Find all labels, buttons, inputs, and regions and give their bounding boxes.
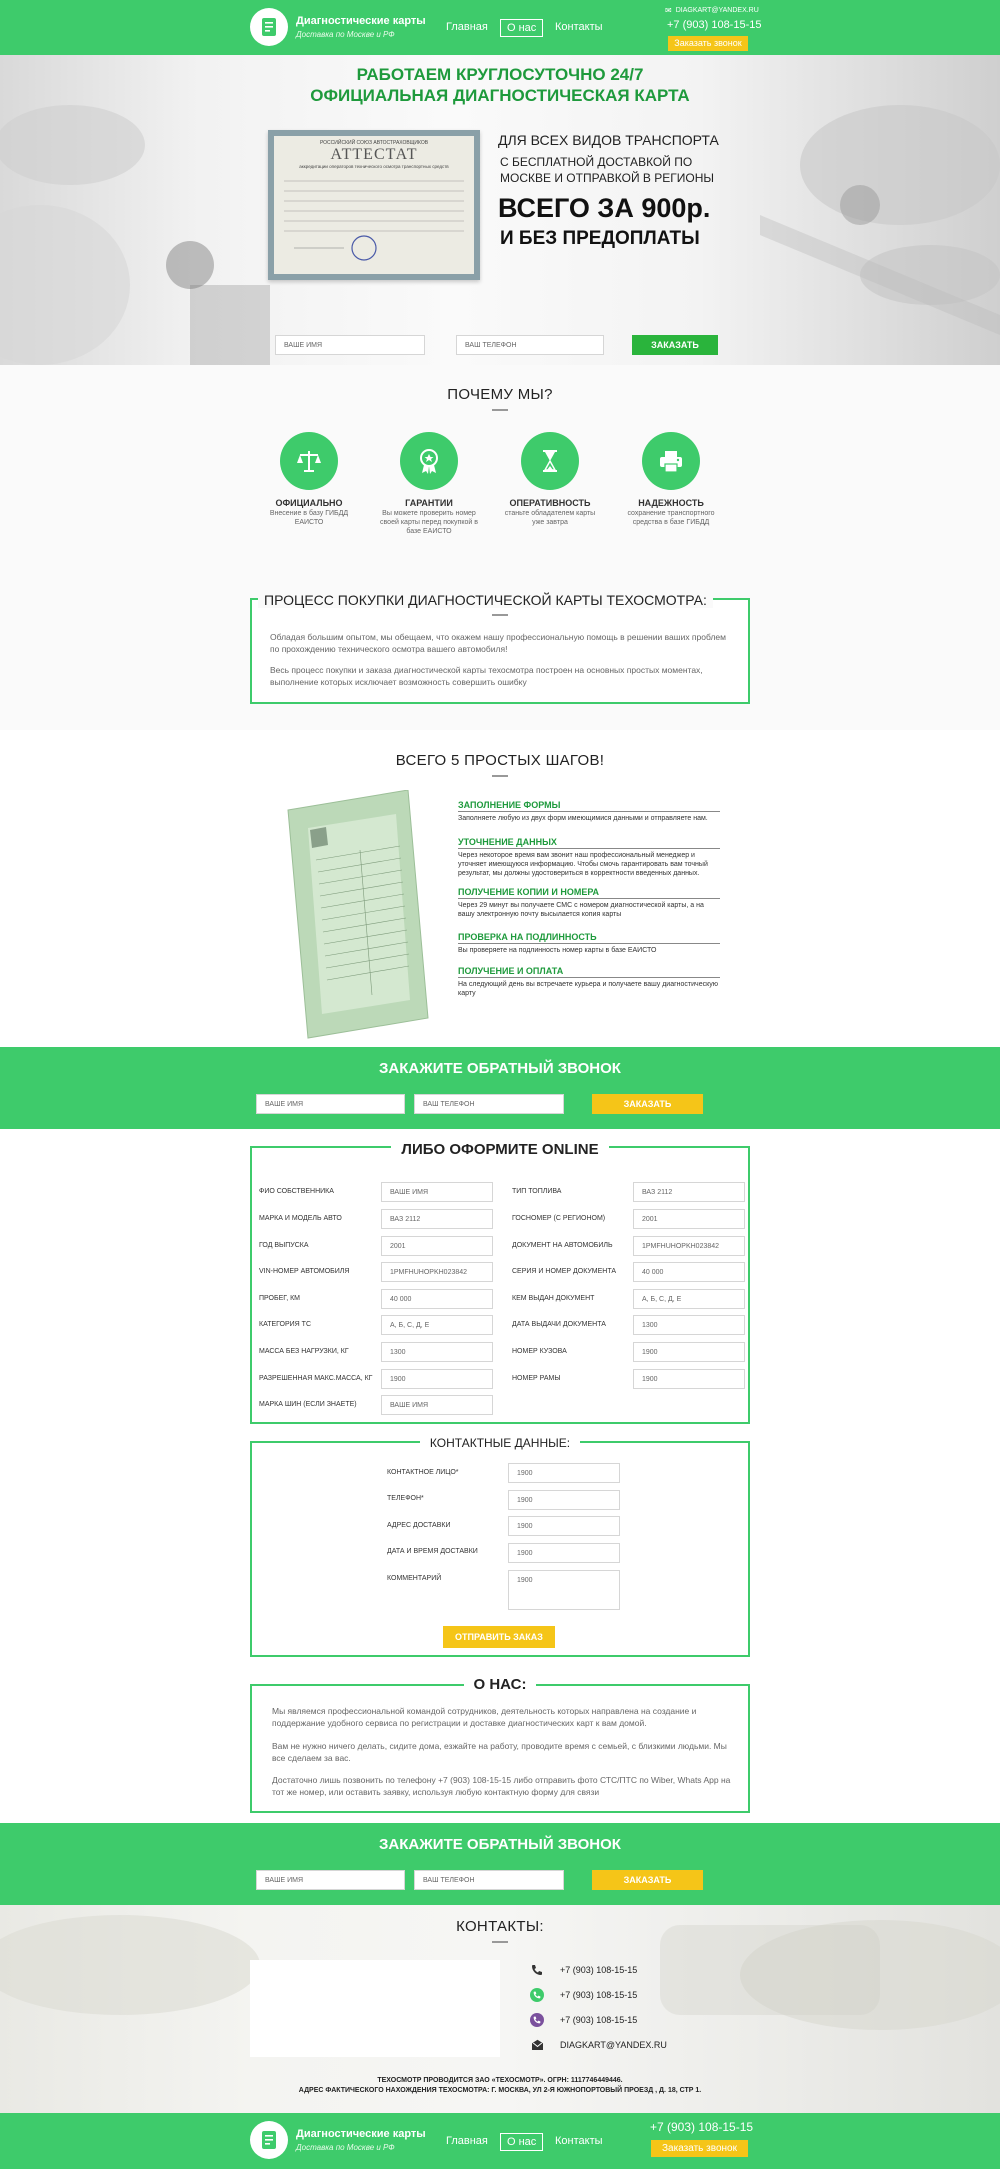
doc-number-input[interactable]: 40 000 (633, 1262, 745, 1282)
online-title-wrap (0, 1141, 1000, 1159)
callback-name-input-2[interactable]: ВАШЕ ИМЯ (256, 1870, 405, 1890)
about-title-wrap (0, 1676, 1000, 1694)
field-label: ПРОБЕГ, КМ (259, 1295, 300, 1302)
about-text-1: Мы являемся профессиональной командой сотрудников, деятельность которых направлена на создание и поддержание удобного сервиса по регистрации и доставке диагностических карт к вам домой. (272, 1706, 697, 1728)
call-button[interactable]: Заказать звонок (668, 36, 748, 51)
callback-phone-input-2[interactable]: ВАШ ТЕЛЕФОН (414, 1870, 564, 1890)
contact-data-title-wrap (0, 1434, 1000, 1452)
cert-sub: аккредитации операторов технического осмотра транспортных средств (299, 164, 449, 169)
site-title[interactable]: Диагностические карты (296, 15, 426, 27)
step-text: Заполняете любую из двух форм имеющимися данными и отправляете нам. (458, 815, 708, 822)
logo-icon[interactable] (250, 8, 288, 46)
issued-by-input[interactable]: А, Б, С, Д, Е (633, 1289, 745, 1309)
nav-about[interactable]: О нас (500, 19, 543, 37)
mass-input[interactable]: 1300 (381, 1342, 493, 1362)
cert-title: АТТЕСТАТ (330, 146, 418, 163)
step-title: ПРОВЕРКА НА ПОДЛИННОСТЬ (458, 932, 597, 942)
contact-email[interactable]: DIAGKART@YANDEX.RU (560, 2040, 667, 2050)
hero (0, 55, 1000, 365)
max-mass-input[interactable]: 1900 (381, 1369, 493, 1389)
comment-textarea[interactable]: 1900 (508, 1570, 620, 1610)
field-label: АДРЕС ДОСТАВКИ (387, 1522, 451, 1529)
footer-nav-about[interactable]: О нас (500, 2133, 543, 2151)
callback-title: ЗАКАЖИТЕ ОБРАТНЫЙ ЗВОНОК (379, 1060, 621, 1077)
callback-order-button-2[interactable]: ЗАКАЗАТЬ (592, 1870, 703, 1890)
step-title: УТОЧНЕНИЕ ДАННЫХ (458, 837, 557, 847)
contact-data-title: КОНТАКТНЫЕ ДАННЫЕ: (420, 1436, 580, 1450)
hero-delivery-1: С БЕСПЛАТНОЙ ДОСТАВКОЙ ПО (500, 155, 693, 169)
printer-icon (642, 432, 700, 490)
mail-icon (530, 2038, 544, 2052)
issue-date-input[interactable]: 1300 (633, 1315, 745, 1335)
mileage-input[interactable]: 40 000 (381, 1289, 493, 1309)
cert-org: РОССИЙСКИЙ СОЮЗ АВТОСТРАХОВЩИКОВ (319, 140, 429, 146)
hero-phone-input[interactable]: ВАШ ТЕЛЕФОН (456, 335, 604, 355)
why-item-title: ГАРАНТИИ (405, 498, 453, 508)
field-label: КАТЕГОРИЯ ТС (259, 1321, 312, 1328)
award-icon (400, 432, 458, 490)
vin-input[interactable]: 1PMFHUHOPKH023842 (381, 1262, 493, 1282)
hero-headline-1: РАБОТАЕМ КРУГЛОСУТОЧНО 24/7 (356, 65, 644, 84)
why-divider (492, 409, 508, 411)
body-number-input[interactable]: 1900 (633, 1342, 745, 1362)
tires-input[interactable]: ВАШЕ ИМЯ (381, 1395, 493, 1415)
site-subtitle: Доставка по Москве и РФ (296, 30, 395, 39)
hourglass-icon (521, 432, 579, 490)
hero-price: ВСЕГО ЗА 900р. (498, 193, 711, 223)
step-divider (458, 943, 720, 944)
field-label: НОМЕР КУЗОВА (512, 1348, 567, 1355)
car-model-input[interactable]: ВАЗ 2112 (381, 1209, 493, 1229)
callback-title-2: ЗАКАЖИТЕ ОБРАТНЫЙ ЗВОНОК (379, 1836, 621, 1853)
why-item-text: Внесение в базу ГИБДД ЕАИСТО (269, 510, 349, 526)
process-text-2: Весь процесс покупки и заказа диагностической карты техосмотра построен на основных простых моментах, выполнение которых исключает возможность совершить ошибку (270, 665, 703, 687)
certificate-image (268, 130, 480, 280)
footer-site-title[interactable]: Диагностические карты (296, 2128, 426, 2140)
step-title: ПОЛУЧЕНИЕ КОПИИ И НОМЕРА (458, 887, 600, 897)
steps-divider (492, 775, 508, 777)
step-title: ЗАПОЛНЕНИЕ ФОРМЫ (458, 800, 561, 810)
delivery-datetime-input[interactable]: 1900 (508, 1543, 620, 1563)
field-label: КОНТАКТНОЕ ЛИЦО* (387, 1469, 459, 1476)
step-title: ПОЛУЧЕНИЕ И ОПЛАТА (458, 966, 564, 976)
viber-icon[interactable] (530, 2013, 544, 2027)
why-title: ПОЧЕМУ МЫ? (447, 386, 553, 403)
step-divider (458, 811, 720, 812)
online-title: ЛИБО ОФОРМИТЕ ONLINE (391, 1141, 608, 1158)
nav-contacts[interactable]: Контакты (555, 21, 603, 33)
hero-no-prepay: И БЕЗ ПРЕДОПЛАТЫ (500, 228, 700, 249)
field-label: МАРКА ШИН (ЕСЛИ ЗНАЕТЕ) (259, 1401, 357, 1408)
frame-number-input[interactable]: 1900 (633, 1369, 745, 1389)
hero-delivery-2: МОСКВЕ И ОТПРАВКОЙ В РЕГИОНЫ (500, 171, 715, 185)
callback-name-input[interactable]: ВАШЕ ИМЯ (256, 1094, 405, 1114)
hero-name-input[interactable]: ВАШЕ ИМЯ (275, 335, 425, 355)
step-divider (458, 977, 720, 978)
contact-phone[interactable]: +7 (903) 108-15-15 (560, 1965, 638, 1975)
scales-icon (280, 432, 338, 490)
field-label: ДОКУМЕНТ НА АВТОМОБИЛЬ (512, 1242, 613, 1249)
step-divider (458, 848, 720, 849)
why-item-text: сохранение транспортного средства в базе ГИБДД (627, 510, 715, 526)
whatsapp-icon[interactable] (530, 1988, 544, 2002)
about-text-3: Достаточно лишь позвонить по телефону +7 (903) 108-15-15 либо отправить фото СТС/ПТС по Wiber, Whats App на тот же номер, или оставить заявку, используя любую контактную форму для связи (272, 1775, 731, 1797)
contacts-divider (492, 1941, 508, 1943)
year-input[interactable]: 2001 (381, 1236, 493, 1256)
steps-title: ВСЕГО 5 ПРОСТЫХ ШАГОВ! (395, 752, 605, 769)
about-text-2: Вам не нужно ничего делать, сидите дома, езжайте на работу, проводите время с семьей, с близкими людьми. Мы все сделаем за вас. (272, 1741, 727, 1763)
field-label: СЕРИЯ И НОМЕР ДОКУМЕНТА (512, 1268, 617, 1275)
address-input[interactable]: 1900 (508, 1516, 620, 1536)
process-title: ПРОЦЕСС ПОКУПКИ ДИАГНОСТИЧЕСКОЙ КАРТЫ ТЕХОСМОТРА: (258, 592, 713, 608)
about-title: О НАС: (464, 1676, 537, 1693)
callback-phone-input[interactable]: ВАШ ТЕЛЕФОН (414, 1094, 564, 1114)
field-label: МАРКА И МОДЕЛЬ АВТО (259, 1215, 342, 1222)
legal-info-1: ТЕХОСМОТР ПРОВОДИТСЯ ЗАО «ТЕХОСМОТР». ОГРН: 1117746449446. (377, 2077, 623, 2084)
step-text: Вы проверяете на подлинность номер карты в базе ЕАИСТО (458, 947, 657, 954)
footer-nav-contacts[interactable]: Контакты (555, 2135, 603, 2147)
footer-phone[interactable]: +7 (903) 108-15-15 (650, 2120, 754, 2134)
submit-order-button[interactable]: ОТПРАВИТЬ ЗАКАЗ (443, 1626, 555, 1648)
field-label: ТЕЛЕФОН* (387, 1495, 424, 1502)
callback-order-button[interactable]: ЗАКАЗАТЬ (592, 1094, 703, 1114)
footer-nav-home[interactable]: Главная (446, 2135, 488, 2147)
field-label: КЕМ ВЫДАН ДОКУМЕНТ (512, 1295, 595, 1302)
why-item-title: ОФИЦИАЛЬНО (275, 498, 343, 508)
field-label: РАЗРЕШЕННАЯ МАКС.МАССА, КГ (259, 1375, 373, 1382)
field-label: ФИО СОБСТВЕННИКА (259, 1188, 334, 1195)
footer-site-subtitle: Доставка по Москве и РФ (296, 2143, 395, 2152)
document-input[interactable]: 1PMFHUHOPKH023842 (633, 1236, 745, 1256)
field-label: КОММЕНТАРИЙ (387, 1575, 442, 1582)
hero-transport: ДЛЯ ВСЕХ ВИДОВ ТРАНСПОРТА (498, 132, 719, 148)
step-text: Через 29 минут вы получаете СМС с номером диагностической карты, а на вашу электронную почту высылается копия карты (458, 902, 704, 919)
why-item-title: ОПЕРАТИВНОСТЬ (509, 498, 591, 508)
phone-icon (530, 1963, 544, 1977)
contacts-title: КОНТАКТЫ: (456, 1918, 544, 1935)
why-item-text: Вы можете проверить номер своей карты перед покупкой в базе ЕАИСТО (380, 510, 478, 535)
step-divider (458, 898, 720, 899)
field-label: ДАТА И ВРЕМЯ ДОСТАВКИ (387, 1548, 478, 1555)
step-text: На следующий день вы встречаете курьера и получаете вашу диагностическую карту (458, 981, 718, 998)
why-item-text: станьте обладателем карты уже завтра (504, 510, 596, 526)
hero-headline-2: ОФИЦИАЛЬНАЯ ДИАГНОСТИЧЕСКАЯ КАРТА (310, 86, 690, 105)
footer-logo-icon[interactable] (250, 2121, 288, 2159)
diagnostic-card-image (280, 790, 430, 1040)
phone-input[interactable]: 1900 (508, 1490, 620, 1510)
field-label: НОМЕР РАМЫ (512, 1375, 561, 1382)
category-input[interactable]: А, Б, С, Д, Е (381, 1315, 493, 1335)
field-label: ГОСНОМЕР (С РЕГИОНОМ) (512, 1215, 606, 1222)
mail-icon: ✉ (665, 6, 672, 15)
nav-home[interactable]: Главная (446, 21, 488, 33)
contact-data-form (250, 1441, 750, 1657)
contact-viber[interactable]: +7 (903) 108-15-15 (560, 2015, 638, 2025)
header-phone[interactable]: +7 (903) 108-15-15 (667, 19, 762, 31)
contact-person-input[interactable]: 1900 (508, 1463, 620, 1483)
process-divider (492, 614, 508, 616)
field-label: VIN-НОМЕР АВТОМОБИЛЯ (259, 1268, 350, 1275)
field-label: ГОД ВЫПУСКА (259, 1242, 309, 1249)
step-text: Через некоторое время вам звонит наш профессиональный менеджер и уточняет имеющуюся информацию. Чтобы смочь гарантировать вам точный результат, мы должны удостовериться в корректности введенных данных. (458, 852, 708, 878)
header-email-text: DIAGKART@YANDEX.RU (675, 7, 759, 14)
field-label: МАССА БЕЗ НАГРУЗКИ, КГ (259, 1348, 349, 1355)
process-text-1: Обладая большим опытом, мы обещаем, что окажем нашу профессиональную помощь в решении ваших проблем по прохождению технического осмотра вашего автомобиля! (270, 632, 726, 654)
field-label: ДАТА ВЫДАЧИ ДОКУМЕНТА (512, 1321, 606, 1328)
footer-call-button[interactable]: Заказать звонок (651, 2140, 748, 2157)
contact-whatsapp[interactable]: +7 (903) 108-15-15 (560, 1990, 638, 2000)
legal-info-2: АДРЕС ФАКТИЧЕСКОГО НАХОЖДЕНИЯ ТЕХОСМОТРА: Г. МОСКВА, УЛ 2-Я ЮЖНОПОРТОВЫЙ ПРОЕЗД , Д. 18, СТР 1. (298, 2087, 702, 2094)
owner-name-input[interactable]: ВАШЕ ИМЯ (381, 1182, 493, 1202)
plate-input[interactable]: 2001 (633, 1209, 745, 1229)
why-item-title: НАДЕЖНОСТЬ (638, 498, 704, 508)
hero-order-button[interactable]: ЗАКАЗАТЬ (632, 335, 718, 355)
fuel-input[interactable]: ВАЗ 2112 (633, 1182, 745, 1202)
header-email[interactable] (665, 6, 759, 15)
map-placeholder[interactable] (250, 1960, 500, 2057)
field-label: ТИП ТОПЛИВА (512, 1188, 562, 1195)
header (0, 0, 1000, 55)
cert-lines (274, 173, 474, 263)
